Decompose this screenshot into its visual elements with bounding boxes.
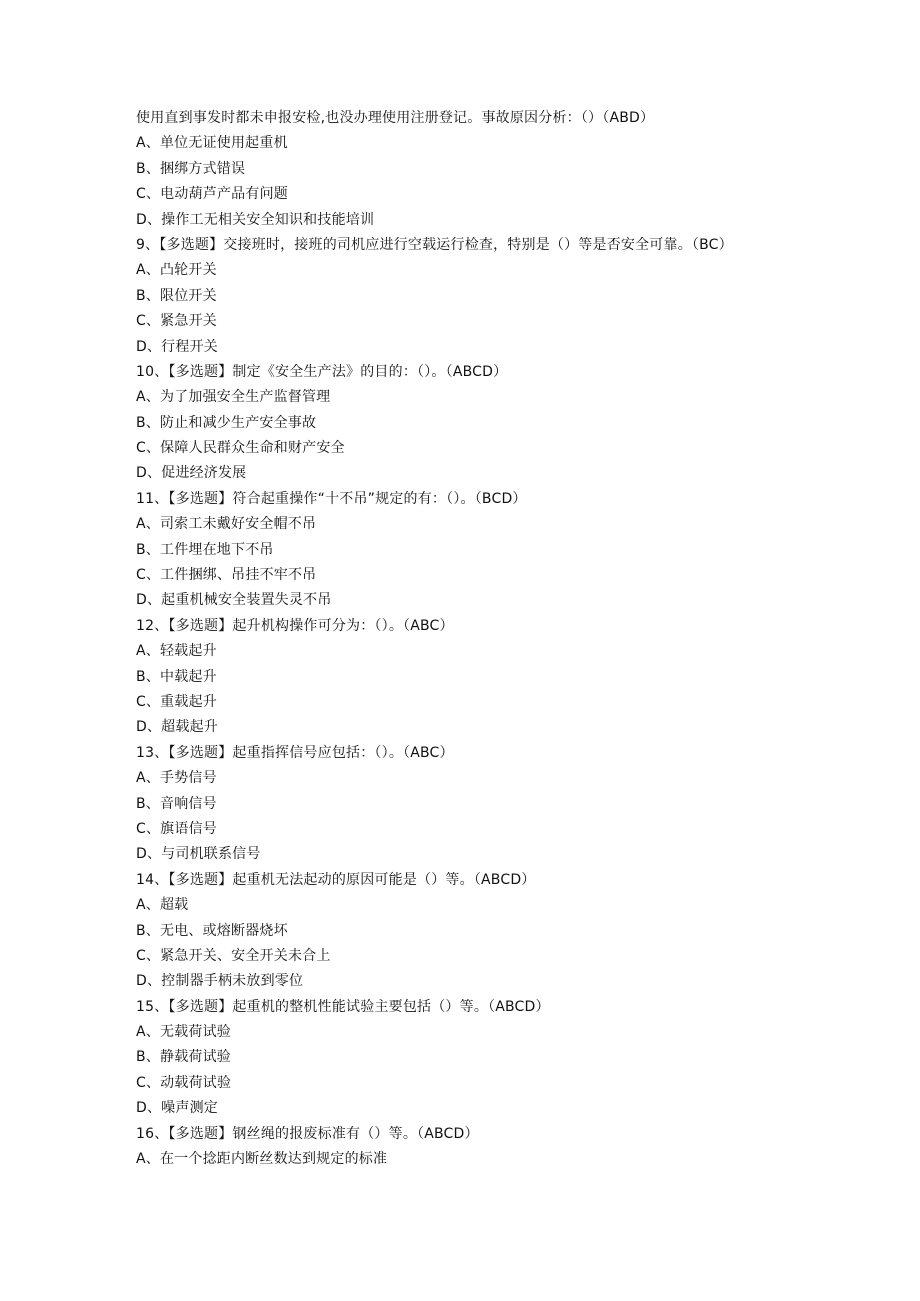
option-line: A、单位无证使用起重机 bbox=[136, 135, 288, 152]
option-line: B、静载荷试验 bbox=[136, 1049, 232, 1066]
option-line: D、行程开关 bbox=[136, 338, 218, 355]
question-line: 16、【多选题】钢丝绳的报废标准有（）等。（ABCD） bbox=[136, 1125, 479, 1142]
option-line: A、轻载起升 bbox=[136, 643, 217, 660]
option-line: D、促进经济发展 bbox=[136, 465, 247, 482]
option-line: A、无载荷试验 bbox=[136, 1024, 231, 1041]
option-line: B、音响信号 bbox=[136, 795, 217, 812]
question-line: 14、【多选题】起重机无法起动的原因可能是（）等。（ABCD） bbox=[136, 871, 536, 888]
option-line: A、司索工未戴好安全帽不吊 bbox=[136, 516, 317, 533]
question-line: 10、【多选题】制定《安全生产法》的目的：（）。（ABCD） bbox=[136, 363, 508, 380]
option-line: C、旗语信号 bbox=[136, 820, 217, 837]
question-line: 12、【多选题】起升机构操作可分为：（）。（ABC） bbox=[136, 617, 454, 634]
option-line: C、重载起升 bbox=[136, 693, 217, 710]
question-line: 15、【多选题】起重机的整机性能试验主要包括（）等。（ABCD） bbox=[136, 998, 550, 1015]
question-line: 9、【多选题】交接班时，接班的司机应进行空载运行检查，特别是（）等是否安全可靠。（BC） bbox=[136, 236, 733, 253]
option-line: C、保障人民群众生命和财产安全 bbox=[136, 440, 345, 457]
option-line: C、电动葫芦产品有问题 bbox=[136, 186, 288, 203]
document-page bbox=[136, 106, 876, 1172]
option-line: B、工件埋在地下不吊 bbox=[136, 541, 274, 558]
option-line: C、动载荷试验 bbox=[136, 1074, 232, 1091]
text-line: 使用直到事发时都未申报安检,也没办理使用注册登记。事故原因分析：（）（ABD） bbox=[136, 110, 655, 126]
option-line: A、手势信号 bbox=[136, 770, 217, 787]
option-line: D、控制器手柄未放到零位 bbox=[136, 973, 304, 990]
question-line: 11、【多选题】符合起重操作“十不吊”规定的有：（）。（BCD） bbox=[136, 490, 527, 507]
option-line: C、工件捆绑、吊挂不牢不吊 bbox=[136, 567, 317, 584]
option-line: D、与司机联系信号 bbox=[136, 846, 261, 863]
option-line: D、噪声测定 bbox=[136, 1100, 218, 1117]
option-line: D、超载起升 bbox=[136, 719, 218, 736]
option-line: B、捆绑方式错误 bbox=[136, 160, 246, 177]
option-line: A、为了加强安全生产监督管理 bbox=[136, 389, 331, 406]
option-line: B、防止和减少生产安全事故 bbox=[136, 414, 317, 431]
option-line: B、中载起升 bbox=[136, 668, 217, 685]
option-line: B、无电、或熔断器烧坏 bbox=[136, 922, 288, 939]
option-line: A、超载 bbox=[136, 897, 189, 914]
question-line: 13、【多选题】起重指挥信号应包括：（）。（ABC） bbox=[136, 744, 454, 761]
option-line: D、操作工无相关安全知识和技能培训 bbox=[136, 211, 375, 228]
option-line: B、限位开关 bbox=[136, 287, 217, 304]
option-line: C、紧急开关、安全开关未合上 bbox=[136, 947, 331, 964]
option-line: C、紧急开关 bbox=[136, 313, 217, 330]
option-line: A、在一个捻距内断丝数达到规定的标准 bbox=[136, 1151, 388, 1168]
option-line: A、凸轮开关 bbox=[136, 262, 217, 279]
option-line: D、起重机械安全装置失灵不吊 bbox=[136, 592, 332, 609]
